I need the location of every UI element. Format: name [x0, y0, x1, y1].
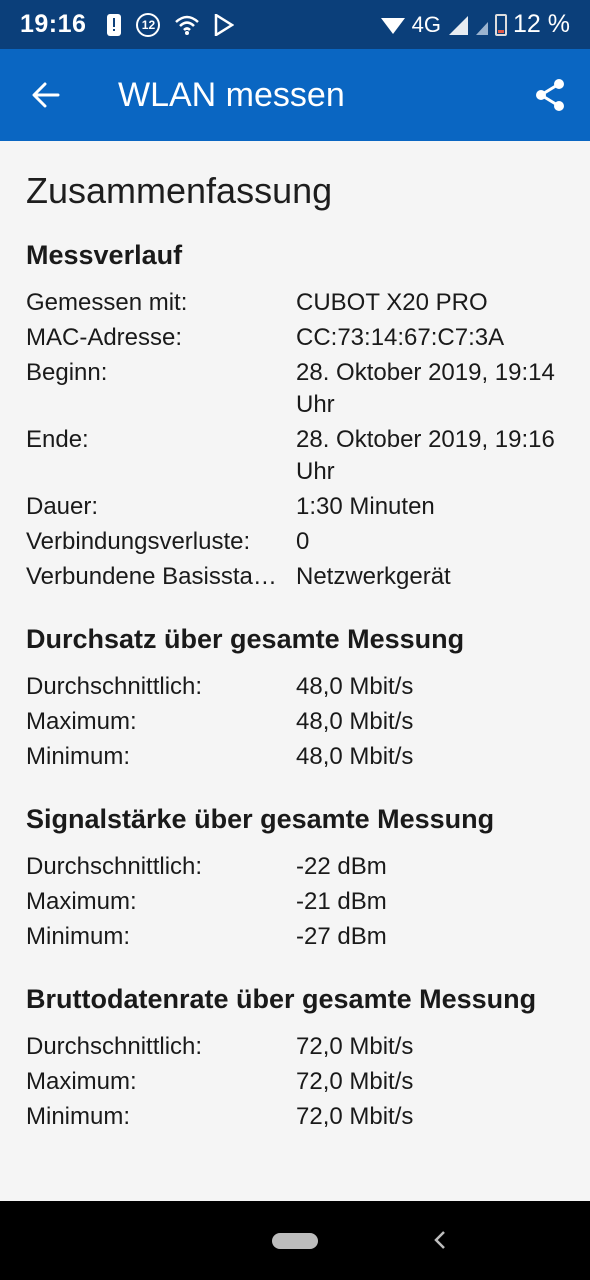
- info-row: [26, 357, 564, 421]
- section-messverlauf: [26, 237, 564, 593]
- row-label: Minimum:: [26, 743, 131, 770]
- row-value: 28. Oktober 2019, 19:16 Uhr: [296, 426, 555, 485]
- info-row: [26, 561, 564, 593]
- summary-heading: Zusammenfassung: [26, 170, 333, 211]
- info-row: [26, 851, 564, 883]
- section-title: Signalstärke über gesamte Messung: [26, 804, 495, 834]
- info-row: [26, 741, 564, 773]
- cell-signal-2-icon: [475, 14, 489, 36]
- row-value: 28. Oktober 2019, 19:14 Uhr: [296, 359, 555, 418]
- row-label: Durchschnittlich:: [26, 673, 203, 700]
- info-row: [26, 526, 564, 558]
- badge-12-icon: 12: [136, 13, 160, 37]
- row-label: Gemessen mit:: [26, 289, 188, 316]
- row-value: 72,0 Mbit/s: [296, 1033, 414, 1060]
- info-row: [26, 491, 564, 523]
- status-right: [380, 10, 570, 39]
- alert-icon: [106, 13, 122, 37]
- section-durchsatz: [26, 621, 564, 773]
- cell-signal-icon: [447, 14, 469, 36]
- row-value: -27 dBm: [296, 923, 387, 950]
- row-label: Beginn:: [26, 359, 108, 386]
- back-button[interactable]: [0, 49, 92, 141]
- info-row: [26, 886, 564, 918]
- status-time: 19:16: [20, 10, 87, 38]
- row-label: Verbindungsverluste:: [26, 528, 251, 555]
- network-type: 4G: [411, 11, 442, 37]
- nav-back-button[interactable]: [434, 1225, 446, 1257]
- arrow-left-icon: [32, 82, 60, 108]
- row-value: 1:30 Minuten: [296, 493, 435, 520]
- info-row: [26, 424, 564, 488]
- share-button[interactable]: [510, 49, 590, 141]
- row-label: Durchschnittlich:: [26, 1033, 203, 1060]
- row-label: Ende:: [26, 426, 89, 453]
- row-value: 48,0 Mbit/s: [296, 708, 414, 735]
- chevron-left-icon: [434, 1230, 446, 1250]
- row-value: 72,0 Mbit/s: [296, 1068, 414, 1095]
- info-row: [26, 921, 564, 953]
- row-value: 0: [296, 528, 310, 555]
- row-value: 48,0 Mbit/s: [296, 673, 414, 700]
- wifi-signal-icon: [380, 15, 406, 35]
- row-value: Netzwerkgerät: [296, 563, 451, 590]
- section-bruttodatenrate: [26, 981, 564, 1133]
- row-label: MAC-Adresse:: [26, 324, 183, 351]
- info-row: [26, 287, 564, 319]
- battery-icon: [495, 14, 507, 36]
- info-row: [26, 1066, 564, 1098]
- summary-content: [0, 141, 590, 1201]
- row-value: 72,0 Mbit/s: [296, 1103, 414, 1130]
- row-value: 48,0 Mbit/s: [296, 743, 414, 770]
- row-label: Maximum:: [26, 888, 137, 915]
- wifi-icon: [174, 14, 200, 36]
- page-title: WLAN messen: [118, 75, 345, 114]
- share-icon: [534, 78, 566, 112]
- row-label: Dauer:: [26, 493, 99, 520]
- notification-icons: [106, 13, 234, 37]
- info-row: [26, 322, 564, 354]
- row-value: CUBOT X20 PRO: [296, 289, 488, 316]
- section-title: Messverlauf: [26, 240, 183, 270]
- row-label: Durchschnittlich:: [26, 853, 203, 880]
- row-label: Verbundene Basissta…: [26, 563, 277, 590]
- section-title: Bruttodatenrate über gesamte Messung: [26, 984, 537, 1014]
- status-bar: [0, 0, 590, 49]
- info-row: [26, 1101, 564, 1133]
- section-title: Durchsatz über gesamte Messung: [26, 624, 465, 654]
- row-label: Minimum:: [26, 923, 131, 950]
- row-value: CC:73:14:67:C7:3A: [296, 324, 505, 351]
- home-pill-button[interactable]: [272, 1233, 318, 1249]
- row-value: -22 dBm: [296, 853, 387, 880]
- row-label: Maximum:: [26, 1068, 137, 1095]
- system-nav-bar: [0, 1201, 590, 1280]
- info-row: [26, 1031, 564, 1063]
- info-row: [26, 706, 564, 738]
- row-label: Maximum:: [26, 708, 137, 735]
- info-row: [26, 671, 564, 703]
- play-store-icon: [214, 14, 234, 36]
- section-signalstaerke: [26, 801, 564, 953]
- app-bar: [0, 49, 590, 141]
- row-label: Minimum:: [26, 1103, 131, 1130]
- row-value: -21 dBm: [296, 888, 387, 915]
- battery-percent: 12 %: [513, 10, 570, 38]
